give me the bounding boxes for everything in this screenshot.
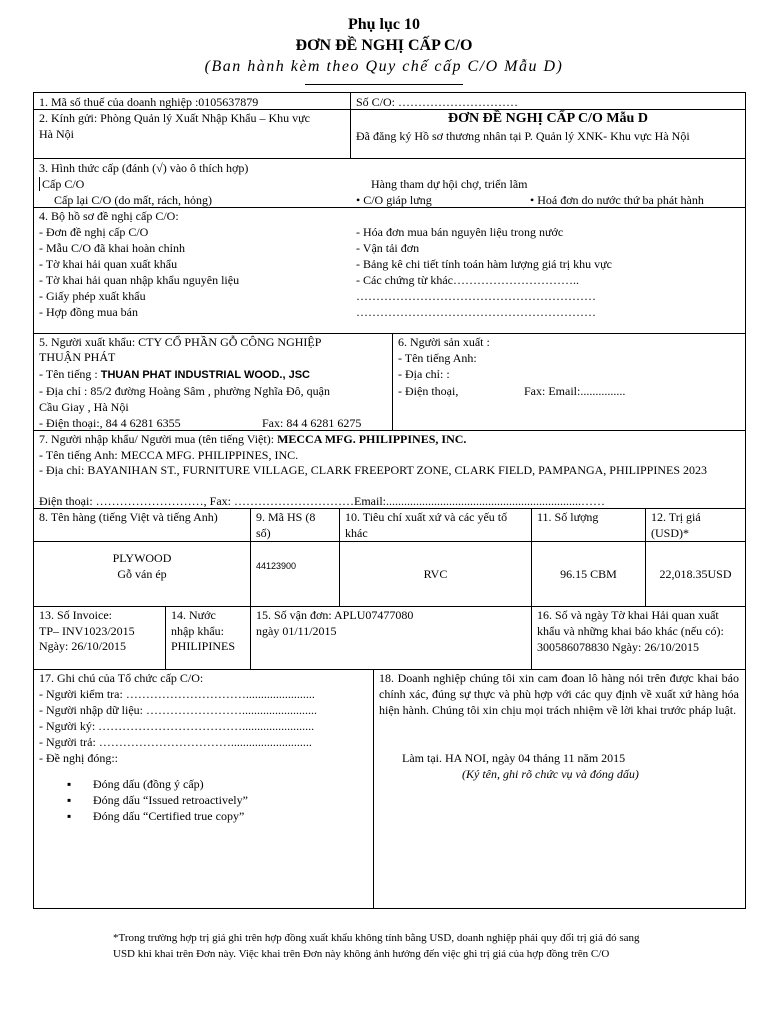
exporter-address-1: - Địa chỉ : 85/2 đường Hoàng Sâm , phường Nghĩa Đô, quận <box>39 384 330 398</box>
doc-left-5: - Giấy phép xuất khẩu <box>39 289 146 303</box>
option-issue-co[interactable] <box>39 176 84 192</box>
hs-code-cell <box>250 541 340 607</box>
issuer-notes-title: 17. Ghi chú của Tổ chức cấp C/O: <box>39 671 204 685</box>
issuance-type-title: 3. Hình thức cấp (đánh (√) vào ô thích hợp) <box>39 161 249 175</box>
doc-right-1: - Hóa đơn mua bán nguyên liệu trong nước <box>356 225 564 239</box>
exporter-line-2: THUẬN PHÁT <box>39 350 116 364</box>
value-header: 12. Trị giá (USD)* <box>651 510 701 540</box>
declaration-text: 18. Doanh nghiệp chúng tôi xin cam đoan lô hàng nói trên được khai báo chính xác, đúng sự thực và phù hợp với các quy định về xuất xứ hàng hóa hiện hành. Chúng tôi xin chịu mọi trách nhiệm về lời khai trước pháp luật. <box>379 671 739 717</box>
importer-name-line <box>39 431 466 447</box>
option-issue-co-label: Cấp C/O <box>42 177 85 191</box>
footnote: *Trong trường hợp trị giá ghi trên hợp đồng xuất khẩu không tính bằng USD, doanh nghiệp phải quy đổi trị giá đó sang USD khi khai trên Đơn này. Việc khai trên Đơn này không ảnh hưởng đến việc ghi trị giá của hợp đồng trên C/O <box>113 932 640 960</box>
doc-right-6: …………………………………………………… <box>356 305 596 319</box>
importer-label: 7. Người nhập khẩu/ Người mua (tên tiếng Việt): <box>39 432 278 446</box>
recipient-line-2: Hà Nội <box>39 127 74 141</box>
import-country-value: PHILIPINES <box>171 639 236 653</box>
form-title: ĐƠN ĐỀ NGHỊ CẤP C/O Mẫu D <box>448 111 648 126</box>
importer-contact: Điện thoại: ………………………, Fax: …………………………Email:.................................................................…… <box>39 494 605 508</box>
manufacturer-title: 6. Người sản xuất : <box>398 335 490 349</box>
registration-text: Đã đăng ký Hồ sơ thương nhân tại P. Quản lý XNK- Khu vực Hà Nội <box>356 129 690 143</box>
hs-code-header: 9. Mã HS (8 số) <box>256 510 316 540</box>
note-data-entry: - Người nhập dữ liệu: ……………………......................... <box>39 703 318 717</box>
import-country-label-2: nhập khẩu: <box>171 624 224 638</box>
bill-of-lading-number: 15. Số vận đơn: APLU07477080 <box>256 608 414 622</box>
criteria-value: RVC <box>423 567 448 581</box>
exporter-fax: Fax: 84 4 6281 6275 <box>262 416 362 430</box>
doc-left-1: - Đơn đề nghị cấp C/O <box>39 225 149 239</box>
stamp-proposal-label: - Đề nghị đóng:: <box>39 751 118 765</box>
manufacturer-phone: - Điện thoại, <box>398 384 459 398</box>
co-number-text: Số C/O: ………………………… <box>356 95 519 109</box>
note-returner: - Người trả: ……………………………........................... <box>39 735 312 749</box>
importer-english-name: - Tên tiếng Anh: MECCA MFG. PHILIPPINES, INC. <box>39 448 299 462</box>
page-title: ĐƠN ĐỀ NGHỊ CẤP C/O <box>295 37 473 54</box>
stamp-option-approved[interactable]: ▪ Đóng dấu (đồng ý cấp) <box>33 776 248 792</box>
page-subtitle: (Ban hành kèm theo Quy chế cấp C/O Mẫu D) <box>204 58 564 75</box>
quantity-header: 11. Số lượng <box>537 510 599 524</box>
declaration-place-date: Làm tại. HA NOI, ngày 04 tháng 11 năm 2015 <box>402 751 626 765</box>
goods-name-header: 8. Tên hàng (tiếng Việt và tiếng Anh) <box>39 510 218 524</box>
option-third-party-invoice[interactable]: • Hoá đơn do nước thứ ba phát hành <box>530 193 704 207</box>
signature-instruction: (Ký tên, ghi rõ chức vụ và đóng dấu) <box>462 767 639 781</box>
exporter-english-name <box>39 366 310 383</box>
stamp-options-list <box>33 776 248 824</box>
invoice-number: TP– INV1023/2015 <box>39 624 135 638</box>
value-amount: 22,018.35USD <box>659 567 732 581</box>
stamp-option-certified-copy[interactable]: ▪ Đóng dấu “Certified true copy” <box>33 808 248 824</box>
doc-left-4: - Tờ khai hải quan nhập khẩu nguyên liệu <box>39 273 240 287</box>
manufacturer-english-name: - Tên tiếng Anh: <box>398 351 477 365</box>
goods-name-english: PLYWOOD <box>112 551 172 565</box>
doc-left-2: - Mẫu C/O đã khai hoàn chỉnh <box>39 241 185 255</box>
manufacturer-address: - Địa chỉ: : <box>398 367 450 381</box>
hs-code-value: 44123900 <box>256 561 297 571</box>
option-exhibition[interactable]: Hàng tham dự hội chợ, triển lãm <box>371 177 528 191</box>
option-back-to-back[interactable]: • C/O giáp lưng <box>356 193 432 207</box>
doc-left-3: - Tờ khai hải quan xuất khẩu <box>39 257 178 271</box>
exporter-english-value: THUAN PHAT INDUSTRIAL WOOD., JSC <box>100 369 310 381</box>
note-inspector: - Người kiểm tra: …………………………....................... <box>39 687 315 701</box>
note-signer: - Người ký: ………………………………........................ <box>39 719 315 733</box>
option-reissue-co[interactable]: Cấp lại C/O (do mất, rách, hỏng) <box>54 193 212 207</box>
appendix-label: Phụ lục 10 <box>347 16 420 33</box>
doc-right-4: - Các chứng từ khác………………………….. <box>356 273 579 287</box>
customs-declaration-text: 16. Số và ngày Tờ khai Hải quan xuất khẩu và những khai báo khác (nếu có): 300586078830 Ngày: 26/10/2015 <box>537 608 724 654</box>
doc-left-6: - Hợp đồng mua bán <box>39 305 138 319</box>
bill-of-lading-date: ngày 01/11/2015 <box>256 624 337 638</box>
exporter-english-label: - Tên tiếng : <box>39 367 101 381</box>
stamp-option-retroactive[interactable]: ▪ Đóng dấu “Issued retroactively” <box>33 792 248 808</box>
documents-title: 4. Bộ hồ sơ đề nghị cấp C/O: <box>39 209 179 223</box>
importer-address: - Địa chỉ: BAYANIHAN ST., FURNITURE VILLAGE, CLARK FREEPORT ZONE, CLARK FIELD, PAMPANGA, PHILIPPINES 2023 <box>39 463 707 477</box>
doc-right-5: …………………………………………………… <box>356 289 596 303</box>
recipient-line-1: 2. Kính gửi: Phòng Quản lý Xuất Nhập Khẩu – Khu vực <box>39 111 310 125</box>
invoice-label: 13. Số Invoice: <box>39 608 112 622</box>
import-country-label-1: 14. Nước <box>171 608 216 622</box>
manufacturer-fax-email: Fax: Email:............... <box>524 384 626 398</box>
invoice-date: Ngày: 26/10/2015 <box>39 639 126 653</box>
exporter-address-2: Cầu Giay , Hà Nội <box>39 400 129 414</box>
origin-criteria-header: 10. Tiêu chí xuất xứ và các yếu tố khác <box>345 510 508 540</box>
exporter-line-1: 5. Người xuất khẩu: CTY CỔ PHẦN GỖ CÔNG NGHIỆP <box>39 335 322 349</box>
exporter-phone: - Điện thoại:, 84 4 6281 6355 <box>39 416 181 430</box>
importer-name: MECCA MFG. PHILIPPINES, INC. <box>277 432 467 446</box>
doc-right-2: - Vận tải đơn <box>356 241 420 255</box>
tax-code-text: 1. Mã số thuế của doanh nghiệp :0105637879 <box>39 95 259 109</box>
title-underline <box>305 84 463 85</box>
quantity-value: 96.15 CBM <box>560 567 617 581</box>
doc-right-3: - Bảng kê chi tiết tính toán hàm lượng giá trị khu vực <box>356 257 612 271</box>
goods-name-vietnamese: Gỗ ván ép <box>117 567 167 581</box>
